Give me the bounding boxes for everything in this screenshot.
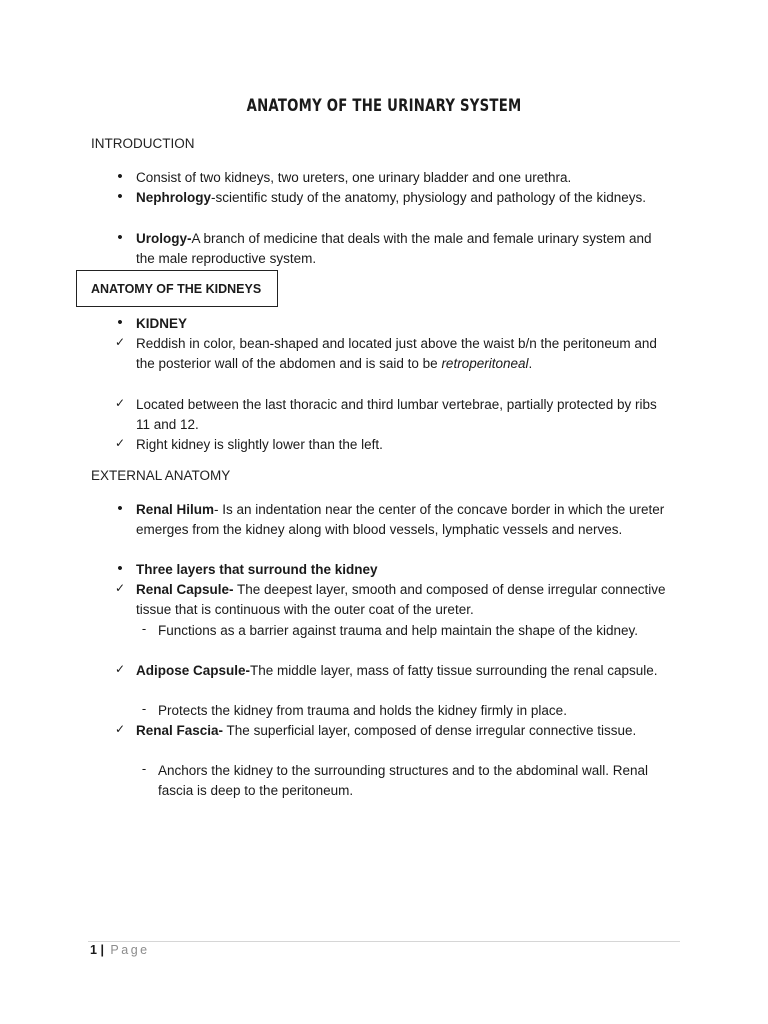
item-subtext: Functions as a barrier against trauma and help maintain the shape of the kidney. bbox=[158, 623, 639, 638]
checkmark-icon bbox=[113, 661, 127, 676]
checkmark-icon bbox=[113, 334, 127, 349]
item-lead: Adipose Capsule- bbox=[136, 663, 251, 678]
checkmark-icon bbox=[113, 580, 127, 595]
bullet-icon bbox=[113, 314, 127, 331]
footer-divider bbox=[88, 941, 680, 942]
checkmark-icon bbox=[113, 435, 127, 450]
dash-icon bbox=[137, 761, 151, 776]
item-text: Reddish in color, bean-shaped and located just above the waist b/n the peritoneum and the posterior wall of the abdomen and is said to be bbox=[136, 336, 657, 371]
kidneys-heading-box bbox=[76, 270, 278, 307]
bullet-icon bbox=[113, 229, 127, 246]
item-text: The middle layer, mass of fatty tissue surrounding the renal capsule. bbox=[250, 663, 658, 678]
item-text: - Is an indentation near the center of the concave border in which the ureter emerges from the kidney along with blood vessels, lymphatic vessels and nerves. bbox=[136, 502, 665, 537]
introduction-heading: INTRODUCTION bbox=[91, 136, 195, 151]
layers-heading: Three layers that surround the kidney bbox=[136, 562, 378, 577]
item-text: Right kidney is slightly lower than the left. bbox=[136, 437, 383, 452]
item-text: The superficial layer, composed of dense irregular connective tissue. bbox=[223, 723, 637, 738]
item-subtext: Anchors the kidney to the surrounding structures and to the abdominal wall. Renal fascia is deep to the peritoneum. bbox=[158, 763, 649, 798]
item-text: -scientific study of the anatomy, physiology and pathology of the kidneys. bbox=[211, 190, 647, 205]
kidneys-heading: ANATOMY OF THE KIDNEYS bbox=[91, 281, 262, 296]
page-label: Page bbox=[110, 943, 150, 957]
item-lead: Urology- bbox=[136, 231, 192, 246]
kidney-label: KIDNEY bbox=[136, 316, 188, 331]
item-text: The deepest layer, smooth and composed of dense irregular connective tissue that is continuous with the outer coat of the ureter. bbox=[136, 582, 666, 617]
bullet-icon bbox=[113, 500, 127, 517]
dash-icon bbox=[137, 621, 151, 636]
item-lead: Nephrology bbox=[136, 190, 212, 205]
dash-icon bbox=[137, 701, 151, 716]
item-italic: retroperitoneal bbox=[441, 356, 529, 371]
bullet-icon bbox=[113, 560, 127, 577]
item-text: A branch of medicine that deals with the male and female urinary system and the male reproductive system. bbox=[136, 231, 652, 266]
item-lead: Renal Capsule- bbox=[136, 582, 234, 597]
footer-separator: | bbox=[100, 943, 104, 957]
bullet-icon bbox=[113, 188, 127, 205]
item-lead: Renal Fascia- bbox=[136, 723, 224, 738]
checkmark-icon bbox=[113, 395, 127, 410]
item-subtext: Protects the kidney from trauma and holds the kidney firmly in place. bbox=[158, 703, 567, 718]
item-text: Consist of two kidneys, two ureters, one urinary bladder and one urethra. bbox=[136, 170, 572, 185]
page-footer bbox=[90, 943, 150, 957]
page-number: 1 bbox=[90, 943, 97, 957]
item-tail: . bbox=[528, 356, 533, 371]
item-lead: Renal Hilum bbox=[136, 502, 215, 517]
checkmark-icon bbox=[113, 721, 127, 736]
item-text: Located between the last thoracic and third lumbar vertebrae, partially protected by ribs 11 and 12. bbox=[136, 397, 657, 432]
external-anatomy-heading: EXTERNAL ANATOMY bbox=[91, 468, 231, 483]
bullet-icon bbox=[113, 168, 127, 185]
document-title: ANATOMY OF THE URINARY SYSTEM bbox=[246, 96, 522, 116]
